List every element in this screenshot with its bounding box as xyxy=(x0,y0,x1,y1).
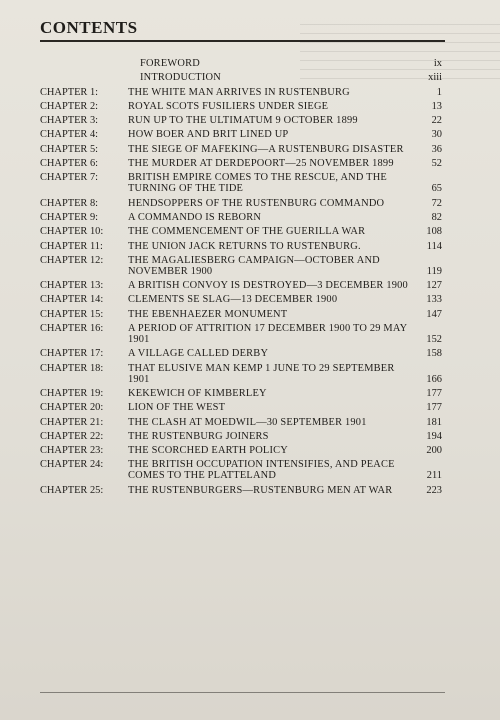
chapter-title: A PERIOD OF ATTRITION 17 DECEMBER 1900 TO 29 MAY 1901 xyxy=(128,323,407,346)
chapter-label: CHAPTER 3: xyxy=(40,115,99,127)
chapter-title: ROYAL SCOTS FUSILIERS UNDER SIEGE xyxy=(128,100,329,112)
chapter-label: CHAPTER 12: xyxy=(40,254,104,266)
toc-entry xyxy=(40,101,442,112)
toc-entry xyxy=(40,363,442,385)
chapter-title: A COMMANDO IS REBORN xyxy=(128,211,262,223)
chapter-title: CLEMENTS SE SLAG—13 DECEMBER 1900 xyxy=(128,294,338,306)
chapter-label: CHAPTER 22: xyxy=(40,430,104,442)
page-title: CONTENTS xyxy=(40,18,138,37)
chapter-label: CHAPTER 18: xyxy=(40,362,104,374)
page-number: 30 xyxy=(431,129,442,141)
chapter-title: BRITISH EMPIRE COMES TO THE RESCUE, AND THE TURNING OF THE TIDE xyxy=(128,172,387,195)
toc-entry xyxy=(40,115,442,126)
toc-entry xyxy=(40,402,442,413)
chapter-label: CHAPTER 21: xyxy=(40,416,104,428)
page-number: 65 xyxy=(431,183,442,195)
chapter-title: THE RUSTENBURGERS—RUSTENBURG MEN AT WAR xyxy=(128,484,393,496)
page-number: 82 xyxy=(431,211,442,223)
toc-entry xyxy=(40,241,442,252)
page-number: 223 xyxy=(426,484,442,496)
chapter-title: A VILLAGE CALLED DERBY xyxy=(128,348,269,360)
toc-entry xyxy=(40,144,442,155)
chapter-label: CHAPTER 1: xyxy=(40,86,99,98)
chapter-title: HENDSOPPERS OF THE RUSTENBURG COMMANDO xyxy=(128,197,385,209)
chapter-label: CHAPTER 23: xyxy=(40,445,104,457)
chapter-title: THAT ELUSIVE MAN KEMP 1 JUNE TO 29 SEPTEMBER 1901 xyxy=(128,362,395,385)
toc-entry xyxy=(40,309,442,320)
page-number: 147 xyxy=(426,308,442,320)
toc-entry xyxy=(40,388,442,399)
chapter-title: INTRODUCTION xyxy=(140,72,221,84)
toc-entry xyxy=(40,431,442,442)
chapter-label: CHAPTER 14: xyxy=(40,294,104,306)
chapter-title: THE COMMENCEMENT OF THE GUERILLA WAR xyxy=(128,226,366,238)
chapter-label: CHAPTER 6: xyxy=(40,158,99,170)
chapter-title: THE SCORCHED EARTH POLICY xyxy=(128,445,288,457)
chapter-title: THE RUSTENBURG JOINERS xyxy=(128,430,269,442)
chapter-title: THE UNION JACK RETURNS TO RUSTENBURG. xyxy=(128,240,361,252)
bottom-rule xyxy=(40,692,445,693)
page-number: 13 xyxy=(431,100,442,112)
chapter-label: CHAPTER 10: xyxy=(40,226,104,238)
toc-entry xyxy=(40,294,442,305)
chapter-label xyxy=(40,72,128,83)
chapter-label: CHAPTER 11: xyxy=(40,240,103,252)
toc-entry xyxy=(40,172,442,194)
toc-entry xyxy=(40,485,442,496)
page-number: 177 xyxy=(426,402,442,414)
chapter-label: CHAPTER 5: xyxy=(40,143,99,155)
page-number: 1 xyxy=(436,86,442,98)
chapter-title: THE MURDER AT DERDEPOORT—25 NOVEMBER 1899 xyxy=(128,158,394,170)
page-number: 181 xyxy=(426,416,442,428)
page-number: 22 xyxy=(431,115,442,127)
chapter-title: THE CLASH AT MOEDWIL—30 SEPTEMBER 1901 xyxy=(128,416,367,428)
contents-list xyxy=(40,58,442,499)
page-number: 152 xyxy=(426,334,442,346)
page-number: ix xyxy=(433,58,442,69)
chapter-label: CHAPTER 17: xyxy=(40,348,104,360)
chapter-title: THE BRITISH OCCUPATION INTENSIFIES, AND PEACE COMES TO THE PLATTELAND xyxy=(128,459,395,482)
toc-entry xyxy=(40,212,442,223)
chapter-label: CHAPTER 24: xyxy=(40,459,104,471)
page-number: 127 xyxy=(426,280,442,292)
page-number: 158 xyxy=(426,348,442,360)
heading-rule xyxy=(40,40,445,42)
page-number: 52 xyxy=(431,158,442,170)
chapter-label: CHAPTER 13: xyxy=(40,280,104,292)
chapter-title: HOW BOER AND BRIT LINED UP xyxy=(128,129,289,141)
chapter-label: CHAPTER 25: xyxy=(40,484,104,496)
chapter-title: THE SIEGE OF MAFEKING—A RUSTENBURG DISASTER xyxy=(128,143,404,155)
page-number: 133 xyxy=(426,294,442,306)
toc-entry xyxy=(40,58,442,69)
chapter-label: CHAPTER 20: xyxy=(40,402,104,414)
toc-entry xyxy=(40,198,442,209)
page-number: 194 xyxy=(426,430,442,442)
toc-entry xyxy=(40,87,442,98)
page-number: 114 xyxy=(426,240,442,252)
page-number: 108 xyxy=(426,226,442,238)
page-number: 36 xyxy=(431,143,442,155)
chapter-title: LION OF THE WEST xyxy=(128,402,226,414)
page-number: 166 xyxy=(426,373,442,385)
chapter-label: CHAPTER 9: xyxy=(40,211,99,223)
page-number: 119 xyxy=(426,265,442,277)
page-number: 200 xyxy=(426,445,442,457)
chapter-title: KEKEWICH OF KIMBERLEY xyxy=(128,387,267,399)
toc-entry xyxy=(40,255,442,277)
toc-entry xyxy=(40,72,442,83)
toc-entry xyxy=(40,348,442,359)
chapter-title: A BRITISH CONVOY IS DESTROYED—3 DECEMBER 1900 xyxy=(128,280,408,292)
chapter-title: THE MAGALIESBERG CAMPAIGN—OCTOBER AND NOVEMBER 1900 xyxy=(128,254,380,277)
page-number: 72 xyxy=(431,197,442,209)
chapter-label xyxy=(40,58,128,69)
chapter-label: CHAPTER 15: xyxy=(40,308,104,320)
chapter-title: THE WHITE MAN ARRIVES IN RUSTENBURG xyxy=(128,86,350,98)
page-number: 211 xyxy=(426,470,442,482)
chapter-label: CHAPTER 16: xyxy=(40,323,104,335)
toc-entry xyxy=(40,129,442,140)
toc-entry xyxy=(40,323,442,345)
toc-entry xyxy=(40,459,442,481)
chapter-title: RUN UP TO THE ULTIMATUM 9 OCTOBER 1899 xyxy=(128,115,358,127)
toc-entry xyxy=(40,280,442,291)
chapter-label: CHAPTER 2: xyxy=(40,100,99,112)
toc-entry xyxy=(40,417,442,428)
chapter-title: THE EBENHAEZER MONUMENT xyxy=(128,308,288,320)
chapter-label: CHAPTER 8: xyxy=(40,197,99,209)
toc-entry xyxy=(40,158,442,169)
chapter-label: CHAPTER 19: xyxy=(40,387,104,399)
toc-entry xyxy=(40,226,442,237)
chapter-title: FOREWORD xyxy=(140,58,200,69)
chapter-label: CHAPTER 7: xyxy=(40,172,99,184)
chapter-label: CHAPTER 4: xyxy=(40,129,99,141)
page-number: 177 xyxy=(426,387,442,399)
toc-entry xyxy=(40,445,442,456)
page-number: xiii xyxy=(428,72,442,84)
